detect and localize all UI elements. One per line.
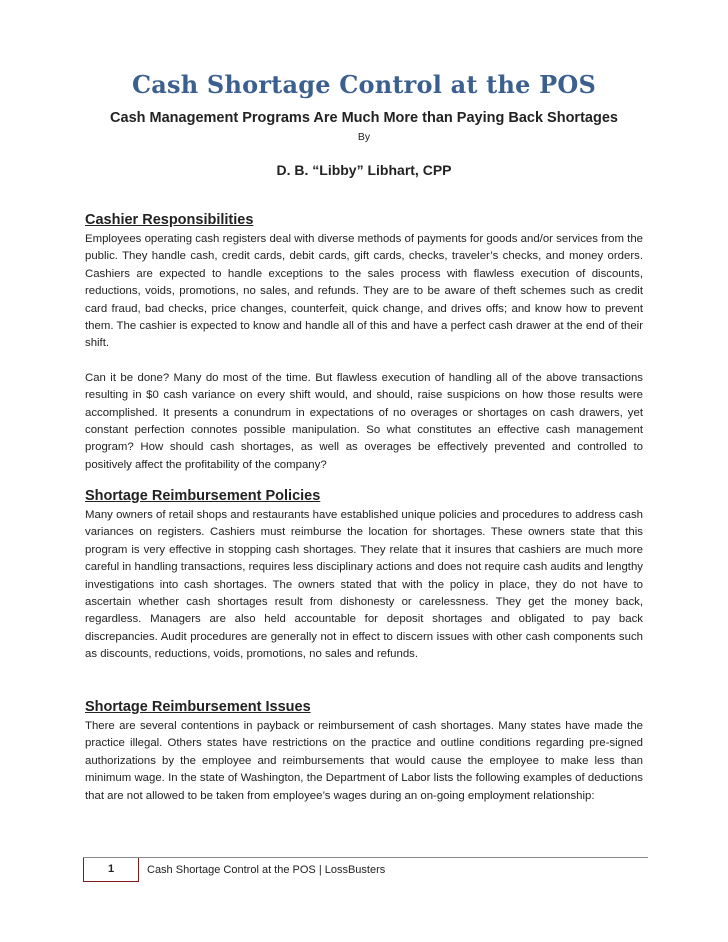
author-name: D. B. “Libby” Libhart, CPP [276, 162, 452, 178]
section-heading: Cashier Responsibilities [85, 212, 254, 228]
page-number: 1 [107, 863, 115, 875]
document-subtitle: Cash Management Programs Are Much More than Paying Back Shortages [110, 110, 618, 126]
document-title: Cash Shortage Control at the POS [131, 70, 597, 99]
footer-rule [83, 857, 648, 858]
section-shortage-reimbursement-policies [85, 487, 643, 681]
section-heading: Shortage Reimbursement Policies [85, 488, 321, 504]
byline-label: By [357, 131, 371, 143]
section-cashier-responsibilities [85, 211, 643, 491]
section-heading: Shortage Reimbursement Issues [85, 699, 311, 715]
footer-text: Cash Shortage Control at the POS | LossBusters [147, 864, 386, 876]
paragraph: There are several contentions in payback or reimbursement of cash shortages. Many states have made the practice illegal. Others states have restrictions on the practice and outline conditions regarding pre-signed authorizations by the employee and reimbursements that would cause the employee to make less than minimum wage. In the state of Washington, the Department of Labor lists the following examples of deductions that are not allowed to be taken from employee’s wages during an on-going employment relationship: [85, 720, 643, 802]
paragraph: Employees operating cash registers deal with diverse methods of payments for goods and/or services from the public. They handle cash, credit cards, debit cards, gift cards, checks, traveler’s checks, and money orders. Cashiers are expected to handle exceptions to the sales process with flawless execution of discounts, reductions, voids, promotions, no sales, and refunds. They are to be aware of theft schemes such as credit card fraud, bad checks, price changes, counterfeit, quick change, and drives offs; and know how to prevent them. The cashier is expected to know and handle all of this and have a perfect cash drawer at the end of their shift. [85, 233, 643, 350]
section-shortage-reimbursement-issues [85, 698, 643, 822]
paragraph: Many owners of retail shops and restaurants have established unique policies and procedures to address cash variances on registers. Cashiers must reimburse the location for shortages. These owners state that this program is very effective in stopping cash shortages. They relate that it insures that cashiers are much more careful in handling transactions, requires less disciplinary actions and does not require cash audits and lengthy investigations into cash shortages. The owners stated that with the policy in place, they do not have to ascertain whether cash shortages result from dishonesty or carelessness. They get the money back, regardless. Managers are also held accountable for deposit shortages and obligated to pay back discrepancies. Audit procedures are generally not in effect to discern issues with other cash components such as discounts, reductions, voids, promotions, no sales and refunds. [85, 509, 643, 661]
paragraph: Can it be done? Many do most of the time. But flawless execution of handling all of the above transactions resulting in $0 cash variance on every shift would, and should, raise suspicions on how those results were accomplished. It presents a conundrum in expectations of no overages or shortages on cash drawers, yet constant perfection connotes possible manipulation. So what constitutes an effective cash management program? How should cash shortages, as well as overages be effectively prevented and controlled to positively affect the profitability of the company? [85, 371, 643, 471]
